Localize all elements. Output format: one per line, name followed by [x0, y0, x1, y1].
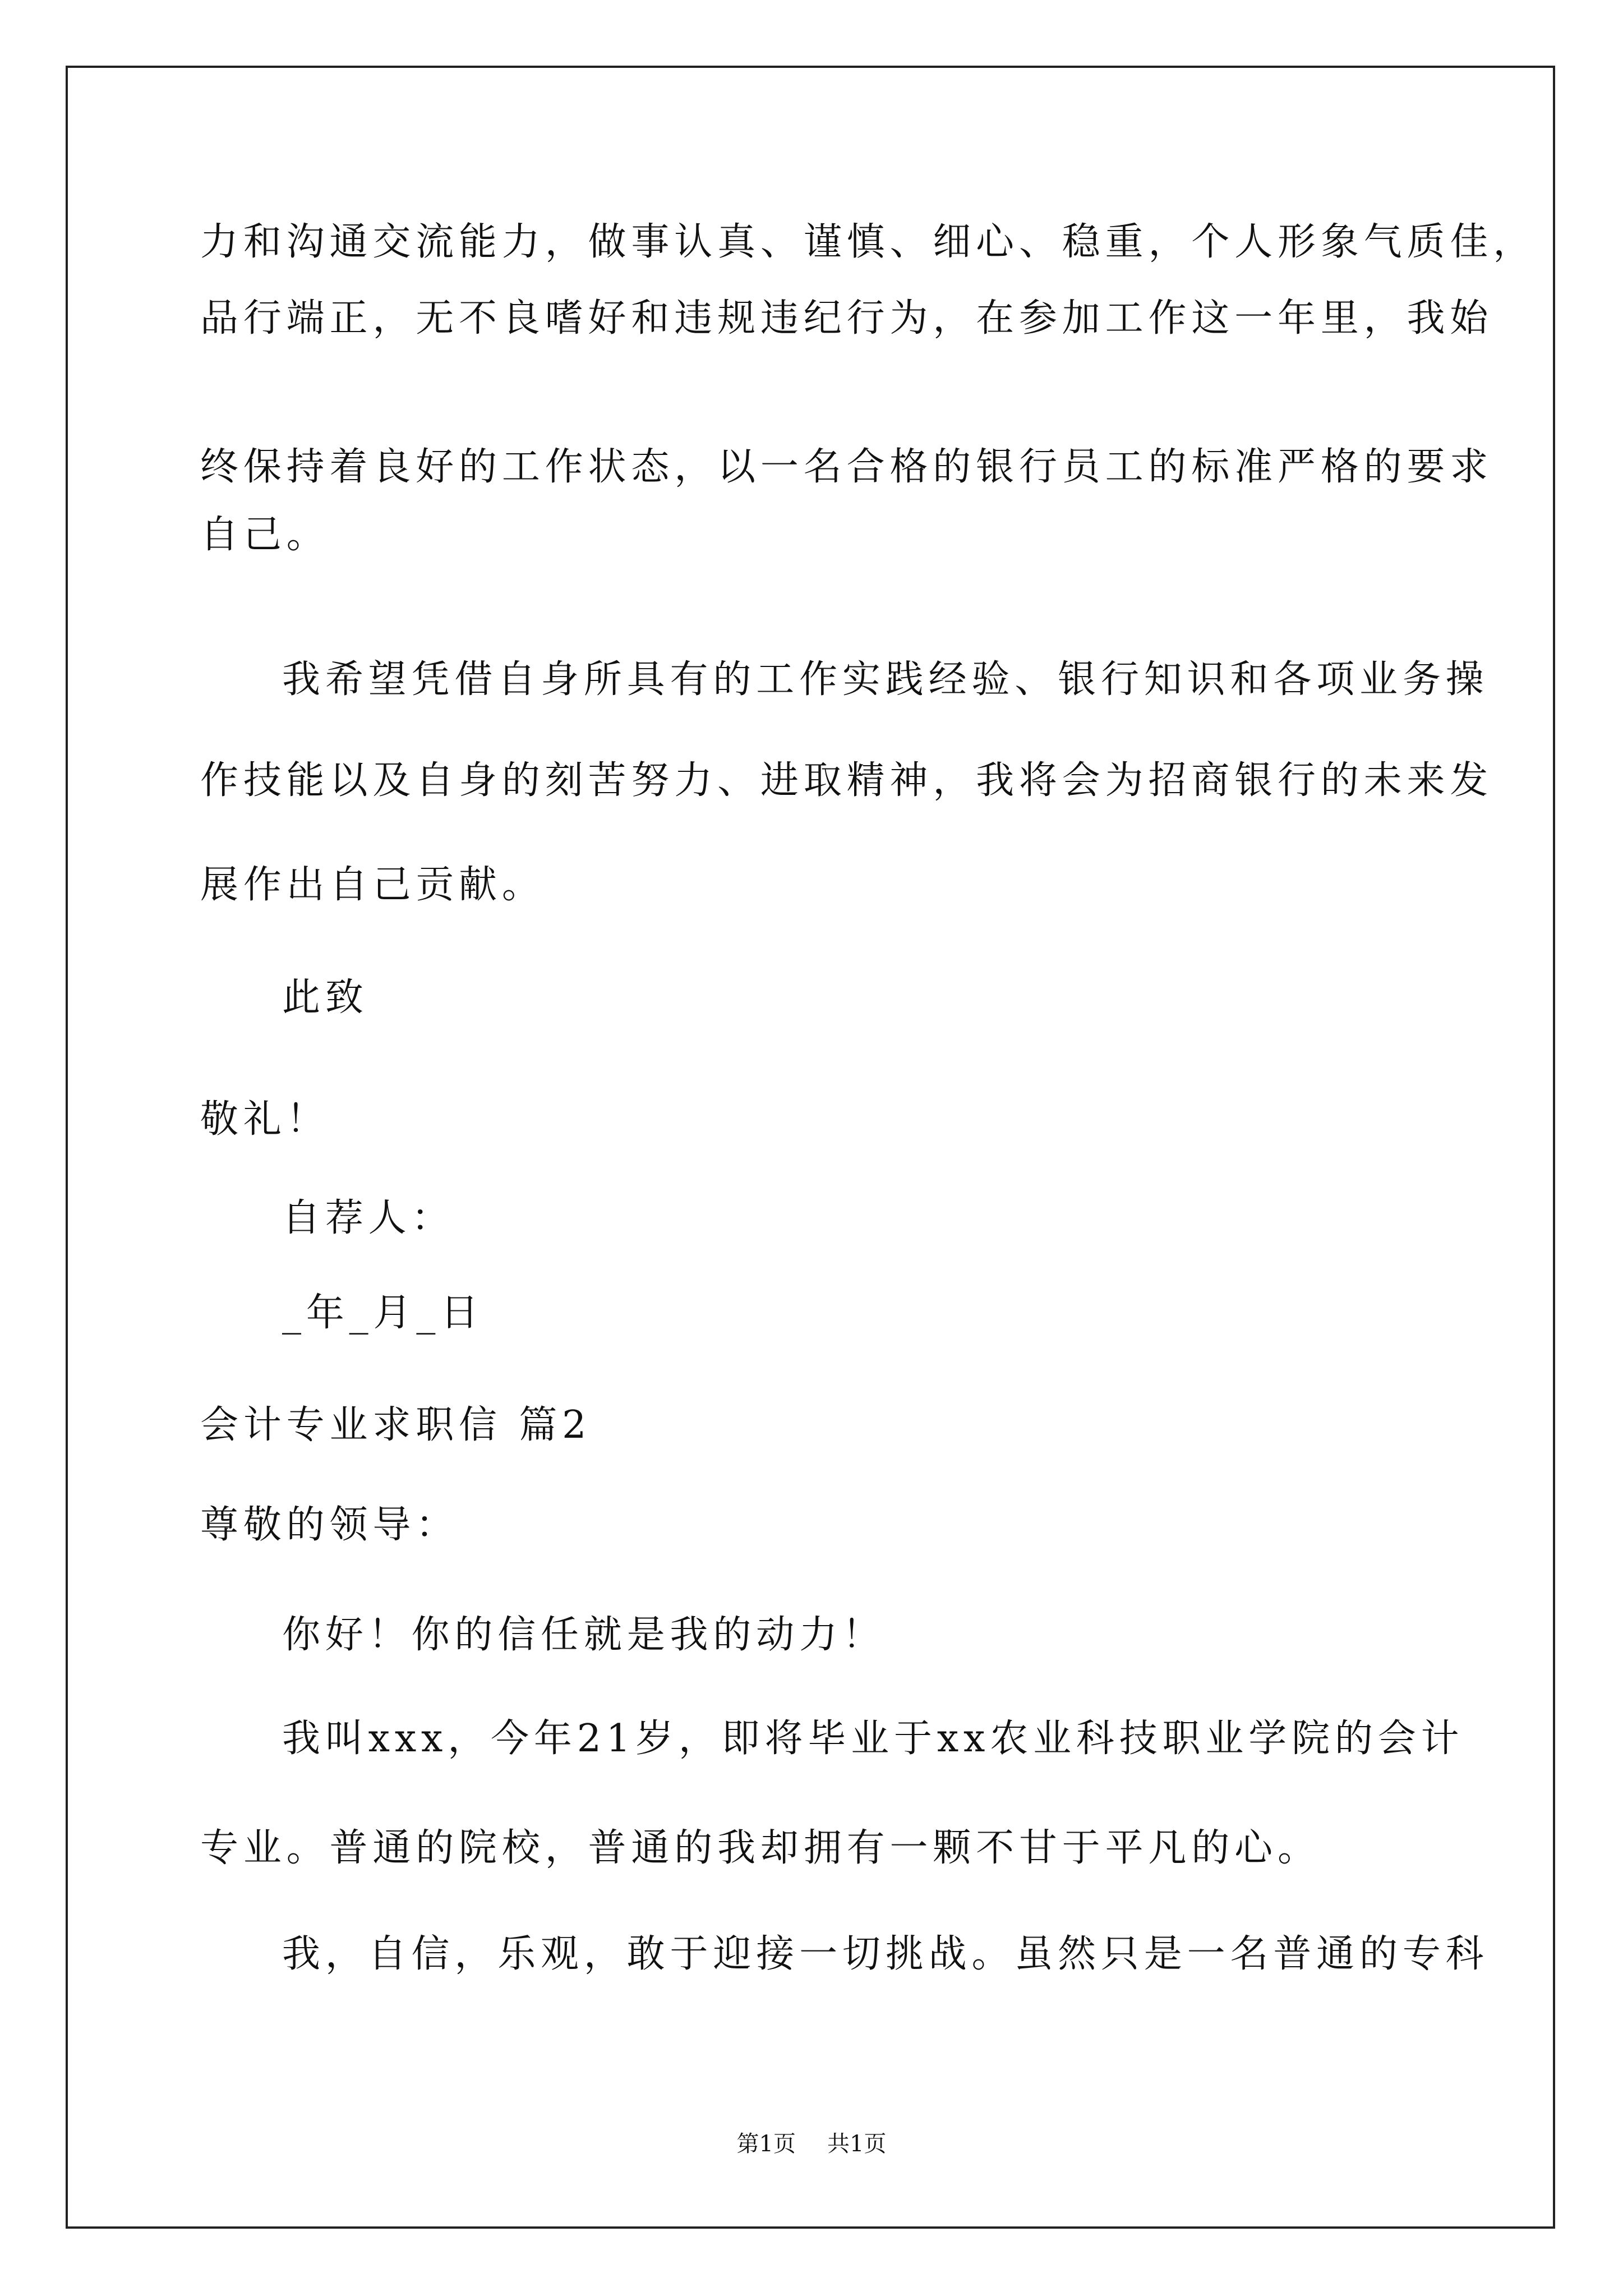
salutation: 尊敬的领导：: [200, 1503, 459, 1547]
body-line-7: 展作出自己贡献。: [200, 863, 545, 907]
page-number: 第1页: [736, 2131, 796, 2157]
page-footer: [0, 2133, 1623, 2155]
page-total: 共1页: [827, 2131, 887, 2157]
body-line-2: 品行端正，无不良嗜好和违规违纪行为，在参加工作这一年里，我始: [200, 296, 1493, 341]
closing-cizhi: 此致: [282, 976, 368, 1020]
body-line-9: 专业。普通的院校，普通的我却拥有一颗不甘于平凡的心。: [200, 1826, 1321, 1870]
body-line-6: 作技能以及自身的刻苦努力、进取精神，我将会为招商银行的未来发: [200, 758, 1493, 803]
section-heading: 会计专业求职信 篇2: [200, 1403, 592, 1447]
closing-jingli: 敬礼！: [200, 1097, 330, 1142]
page-frame: [66, 66, 1555, 2229]
body-line-1: 力和沟通交流能力，做事认真、谨慎、细心、稳重，个人形象气质佳，: [200, 220, 1537, 264]
signature-label: 自荐人：: [282, 1196, 455, 1240]
body-line-4: 自己。: [200, 513, 330, 557]
body-line-5: 我希望凭借自身所具有的工作实践经验、银行知识和各项业务操: [282, 657, 1489, 702]
body-line-10: 我，自信，乐观，敢于迎接一切挑战。虽然只是一名普通的专科: [282, 1932, 1489, 1976]
body-line-3: 终保持着良好的工作状态，以一名合格的银行员工的标准严格的要求: [200, 445, 1493, 489]
greeting-line: 你好！你的信任就是我的动力！: [282, 1613, 886, 1657]
body-line-8: 我叫xxx，今年21岁，即将毕业于xx农业科技职业学院的会计: [282, 1717, 1464, 1761]
date-line: _年_月_日: [282, 1291, 484, 1335]
